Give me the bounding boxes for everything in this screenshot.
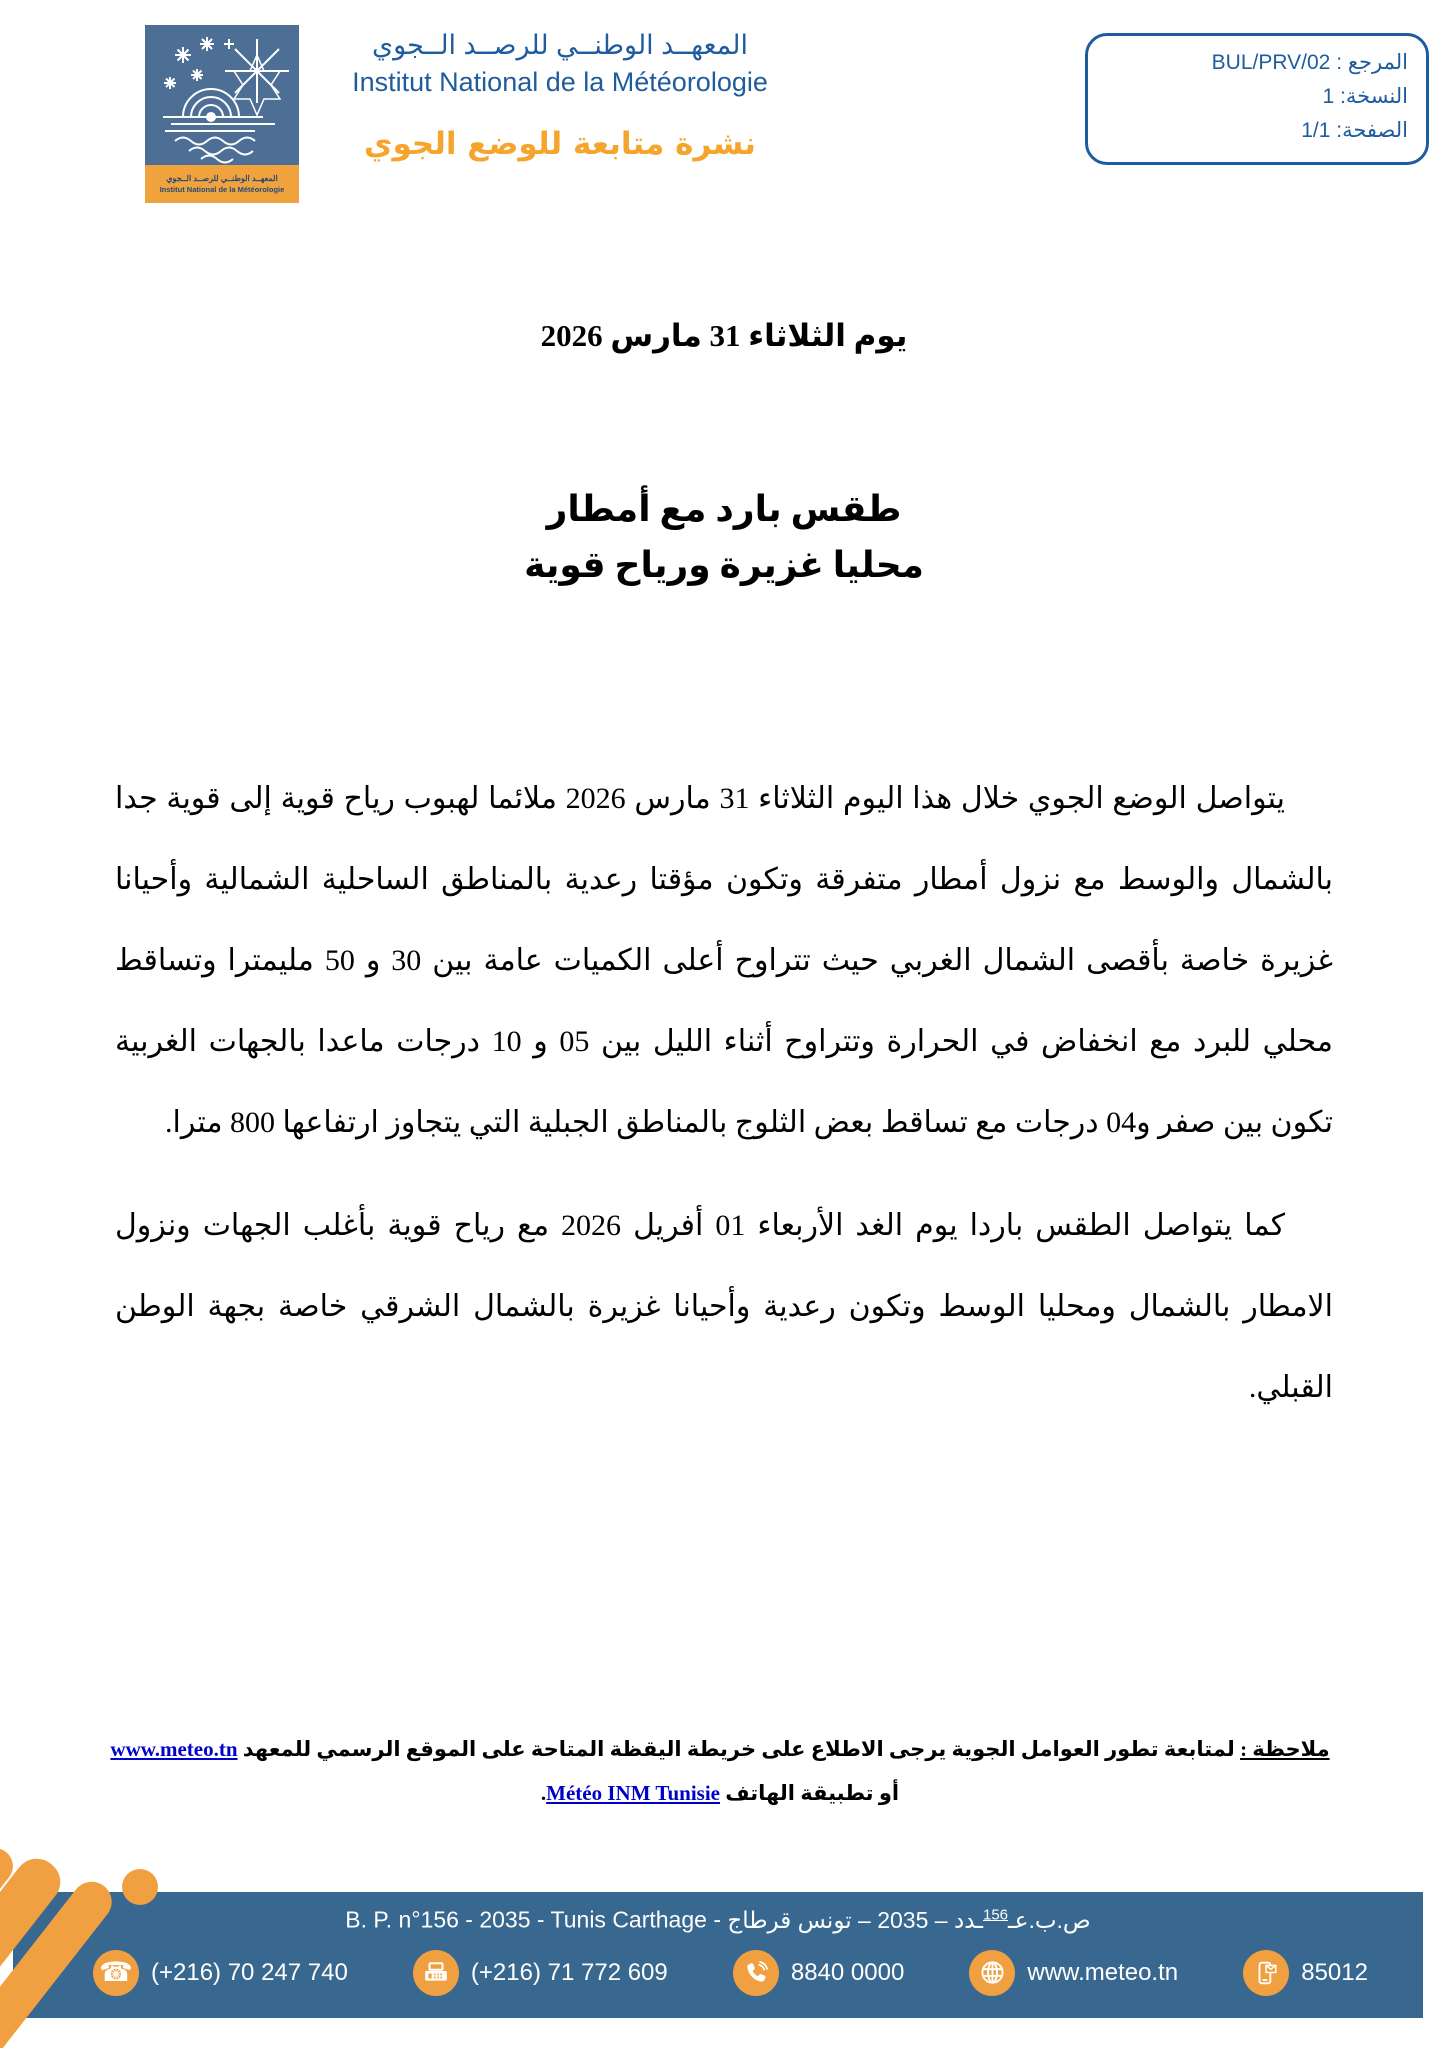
version-label: النسخة: — [1340, 85, 1408, 109]
contact-fax — [413, 1950, 668, 1996]
org-name-french: Institut National de la Météorologie — [352, 67, 768, 97]
contact-sms — [1243, 1950, 1368, 1996]
contact-callcenter-number: 8840 0000 — [790, 1958, 905, 1986]
bulletin-title: نشرة متابعة للوضع الجوي — [364, 126, 756, 162]
reference-line — [1102, 46, 1408, 80]
page-value: 1/1 — [1301, 119, 1331, 143]
address-latin: B. P. n°156 - 2035 - Tunis Carthage - — [345, 1906, 728, 1933]
header-center — [290, 30, 830, 162]
decorative-circle — [122, 1869, 158, 1905]
version-line — [1102, 80, 1408, 114]
contact-website — [969, 1950, 1178, 1996]
bulletin-body — [115, 758, 1333, 1428]
page-label: الصفحة: — [1336, 119, 1408, 143]
footer-band — [13, 1892, 1423, 2018]
org-name-arabic: المعهــد الوطنــي للرصــد الــجوي — [372, 30, 748, 60]
headline-line-2: محليا غزيرة ورياح قوية — [524, 544, 924, 585]
inm-logo — [145, 25, 299, 203]
note-period: . — [540, 1781, 547, 1806]
website-link[interactable]: www.meteo.tn — [110, 1737, 238, 1761]
headline-line-1: طقس بارد مع أمطار — [546, 489, 902, 529]
page-line — [1102, 114, 1408, 148]
app-link[interactable]: Météo INM Tunisie — [546, 1781, 720, 1806]
sms-icon — [1243, 1950, 1289, 1996]
stars-sun-waves-graphic — [145, 25, 299, 165]
note-label: ملاحظة : — [1240, 1737, 1330, 1761]
version-value: 1 — [1322, 85, 1335, 109]
contact-callcenter — [733, 1950, 904, 1996]
contact-fax-number: (+216) 71 772 609 — [470, 1958, 668, 1986]
logo-caption-ar: المعهــد الوطنــي للرصــد الــجوي — [166, 174, 278, 183]
note-text: لمتابعة تطور العوامل الجوية يرجى الاطلاع على خريطة اليقظة المتاحة على الموقع الرسمي للمعهد — [242, 1737, 1235, 1761]
address-arabic: ص.ب.عـ$^{156}$ـدد – 2035 – تونس قرطاج — [727, 1906, 1091, 1933]
date-heading: يوم الثلاثاء 31 مارس 2026 — [540, 318, 908, 353]
note-app-prefix: أو تطبيقة الهاتف — [725, 1781, 900, 1806]
bulletin-headline — [0, 482, 1448, 594]
contact-phone — [93, 1950, 348, 1996]
reference-label: المرجع : — [1336, 51, 1408, 74]
footer-contacts — [13, 1950, 1423, 1996]
globe-icon — [969, 1950, 1015, 1996]
address-number-sup: 156 — [983, 1906, 1009, 1923]
logo-caption — [145, 165, 299, 203]
call-center-icon — [733, 1950, 779, 1996]
note-line-1 — [70, 1727, 1370, 1771]
telephone-icon: ☎ — [93, 1950, 139, 1996]
contact-phone-number: (+216) 70 247 740 — [151, 1958, 348, 1986]
logo-caption-fr: Institut National de la Météorologie — [159, 185, 285, 194]
note-section — [70, 1727, 1370, 1815]
body-paragraph-2: كما يتواصل الطقس باردا يوم الغد الأربعاء 01 أفريل 2026 مع رياح قوية بأغلب الجهات ونزول الامطار بالشمال ومحليا الوسط وتكون رعدية وأحيانا غزيرة بالشمال الشرقي خاصة بجهة الوطن القبلي. — [115, 1209, 1333, 1404]
reference-value: BUL/PRV/02 — [1211, 51, 1331, 74]
footer-address — [13, 1906, 1423, 1934]
contact-website-url: www.meteo.tn — [1027, 1958, 1179, 1986]
reference-box — [1085, 33, 1429, 165]
body-paragraph-1: يتواصل الوضع الجوي خلال هذا اليوم الثلاثاء 31 مارس 2026 ملائما لهبوب رياح قوية إلى قوية جدا بالشمال والوسط مع نزول أمطار متفرقة وتكون مؤقتا رعدية بالمناطق الساحلية الشمالية وأحيانا غزيرة خاصة بأقصى الشمال الغربي حيث تتراوح أعلى الكميات عامة بين 30 و 50 مليمترا وتساقط محلي للبرد مع انخفاض في الحرارة وتتراوح أثناء الليل بين 05 و 10 درجات ماعدا بالجهات الغربية تكون بين صفر و04 درجات مع تساقط بعض الثلوج بالمناطق الجبلية التي يتجاوز ارتفاعها 800 مترا. — [115, 782, 1333, 1139]
inm-logo-artwork — [145, 25, 299, 165]
contact-sms-number: 85012 — [1301, 1958, 1368, 1986]
fax-icon — [413, 1950, 459, 1996]
note-line-2 — [70, 1771, 1370, 1815]
